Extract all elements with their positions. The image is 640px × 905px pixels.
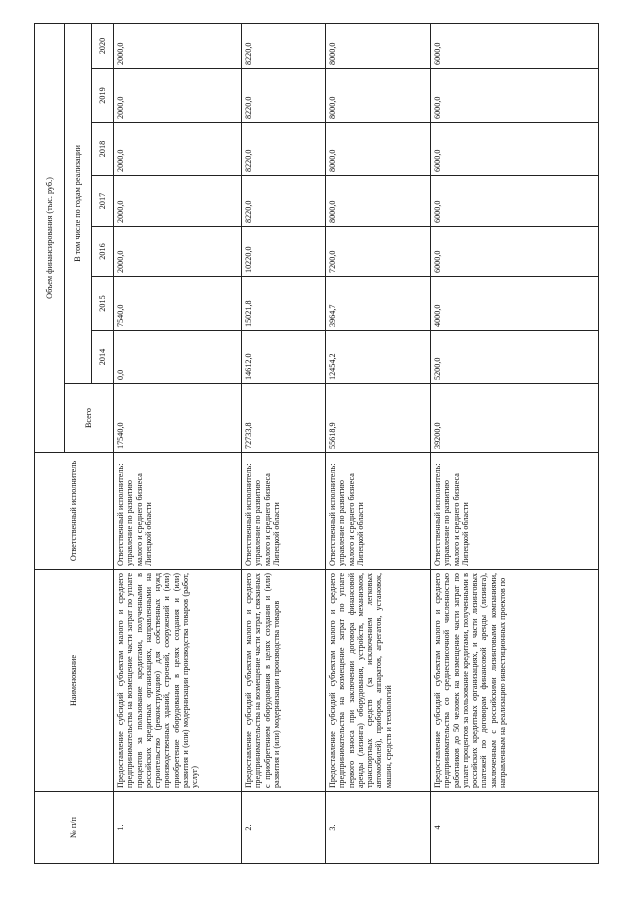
- row-year-value: 6000,0: [431, 227, 599, 277]
- header-year: 2015: [92, 277, 114, 331]
- table-row: [326, 23, 431, 863]
- header-executor: Ответственный исполнитель: [35, 453, 114, 570]
- table-row: [114, 23, 242, 863]
- row-year-value: 8000,0: [326, 69, 431, 123]
- rotated-table-wrapper: [34, 24, 598, 864]
- row-name: Предоставление субсидий субъектам малого и среднего предпринимательства на возмещение части затрат по уплате процентов за пользование кредитами, полученными в российских кредитных организациях, направленными на строительство (реконструкцию) для собственных нужд производственных зданий, строений, сооружений и (или) приобретение оборудования в целях создания и (или) развития и (или) модернизации производства товаров (работ, услуг): [114, 570, 242, 792]
- row-year-value: 8220,0: [242, 176, 326, 227]
- header-by-years: В том числе по годам реализации: [65, 23, 92, 383]
- row-total: 39200,0: [431, 384, 599, 453]
- row-year-value: 6000,0: [431, 176, 599, 227]
- row-total: 72733,8: [242, 384, 326, 453]
- header-num: № п/п: [35, 792, 114, 864]
- row-year-value: 7200,0: [326, 227, 431, 277]
- row-year-value: 3964,7: [326, 277, 431, 331]
- row-year-value: 7540,0: [114, 277, 242, 331]
- row-name: Предоставление субсидий субъектам малого и среднего предпринимательства на возмещение части затрат, связанных с приобретением оборудования в целях создания и (или) развития и (или) модернизации производства товаров: [242, 570, 326, 792]
- row-year-value: 2000,0: [114, 176, 242, 227]
- row-year-value: 6000,0: [431, 69, 599, 123]
- row-year-value: 8000,0: [326, 23, 431, 68]
- row-year-value: 2000,0: [114, 227, 242, 277]
- row-year-value: 12454,2: [326, 331, 431, 384]
- row-year-value: 5200,0: [431, 331, 599, 384]
- row-year-value: 15021,8: [242, 277, 326, 331]
- row-year-value: 8220,0: [242, 23, 326, 68]
- row-year-value: 0,0: [114, 331, 242, 384]
- row-executor: Ответственный исполнитель: управление по развитию малого и среднего бизнеса Липецкой области: [114, 453, 242, 570]
- row-total: 55618,9: [326, 384, 431, 453]
- row-year-value: 2000,0: [114, 69, 242, 123]
- row-executor: Ответственный исполнитель: управление по развитию малого и среднего бизнеса Липецкой области: [431, 453, 599, 570]
- table-row: [242, 23, 326, 863]
- row-num: 4: [431, 792, 599, 864]
- row-year-value: 8000,0: [326, 176, 431, 227]
- row-year-value: 4000,0: [431, 277, 599, 331]
- header-year: 2019: [92, 69, 114, 123]
- row-year-value: 8220,0: [242, 123, 326, 176]
- row-num: 2.: [242, 792, 326, 864]
- row-year-value: 2000,0: [114, 23, 242, 68]
- header-total: Всего: [65, 384, 114, 453]
- header-year: 2016: [92, 227, 114, 277]
- row-year-value: 2000,0: [114, 123, 242, 176]
- table-row: [431, 23, 599, 863]
- row-year-value: 8220,0: [242, 69, 326, 123]
- header-year: 2020: [92, 23, 114, 68]
- row-year-value: 14612,0: [242, 331, 326, 384]
- row-year-value: 6000,0: [431, 23, 599, 68]
- row-year-value: 10220,0: [242, 227, 326, 277]
- header-financing: Объем финансирования (тыс. руб.): [35, 23, 65, 452]
- header-year: 2018: [92, 123, 114, 176]
- row-name: Предоставление субсидий субъектам малого и среднего предпринимательства на возмещение затрат по уплате первого взноса при заключении договора финансовой аренды (лизинга) оборудования, устройств, механизмов, транспортных средств (за исключением легковых автомобилей), приборов, аппаратов, агрегатов, установок, машин, средств и технологий: [326, 570, 431, 792]
- header-year: 2014: [92, 331, 114, 384]
- header-name: Наименование: [35, 570, 114, 792]
- row-year-value: 8000,0: [326, 123, 431, 176]
- row-year-value: 6000,0: [431, 123, 599, 176]
- row-total: 17540,0: [114, 384, 242, 453]
- financing-table: [34, 23, 599, 864]
- row-executor: Ответственный исполнитель: управление по развитию малого и среднего бизнеса Липецкой области: [242, 453, 326, 570]
- row-num: 1.: [114, 792, 242, 864]
- row-executor: Ответственный исполнитель: управление по развитию малого и среднего бизнеса Липецкой области: [326, 453, 431, 570]
- row-name: Предоставление субсидий субъектам малого и среднего предпринимательства со среднесписочной численностью работников до 50 человек на возмещение части затрат по уплате процентов за пользование кредитами, полученными в российских кредитных организациях, и части лизинговых платежей по договорам финансовой аренды (лизинга), заключенным с российскими лизинговыми компаниями, направленным на реализацию инвестиционных проектов по: [431, 570, 599, 792]
- header-year: 2017: [92, 176, 114, 227]
- row-num: 3.: [326, 792, 431, 864]
